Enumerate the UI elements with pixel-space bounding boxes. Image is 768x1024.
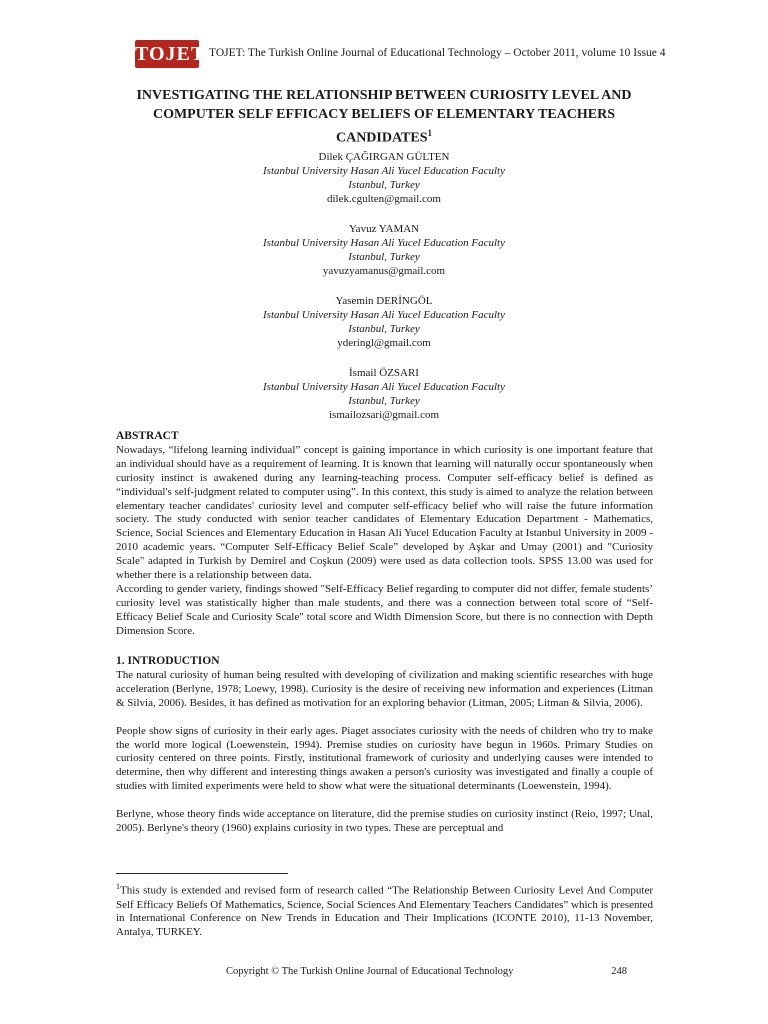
author-block <box>200 150 568 206</box>
author-email[interactable]: yderingl@gmail.com <box>337 337 431 349</box>
introduction-heading: 1. INTRODUCTION <box>116 655 220 667</box>
footnote-mark: 1 <box>116 882 120 891</box>
paper-title <box>110 86 658 148</box>
introduction-paragraph-2: People show signs of curiosity in their early ages. Piaget associates curiosity with the needs of children who try to make the world more logical (Loewenstein, 1994). Premise studies on curiosity have begun in 1960s. Primary Studies on curiosity centered on three points. Firstly, institutional framework of curiosity and underlying causes were intended to determine, then why different and interesting things awaken a person's curiosity was investigated and finally a couple of studies with limited experiments were held to show what were the situational determinants (Loewenstein, 1994). <box>116 724 653 793</box>
author-block <box>200 222 568 278</box>
copyright-text: Copyright © The Turkish Online Journal of Educational Technology <box>226 966 514 977</box>
author-name: Dilek ÇAĞIRGAN GÜLTEN <box>318 151 450 163</box>
title-line-2: COMPUTER SELF EFFICACY BELIEFS OF ELEMENTARY TEACHERS <box>152 107 616 122</box>
author-affiliation: Istanbul University Hasan Ali Yucel Education Faculty <box>263 237 505 249</box>
title-footnote-mark: 1 <box>427 128 433 138</box>
journal-line: TOJET: The Turkish Online Journal of Educational Technology – October 2011, volume 10 Issue 4 <box>209 47 666 59</box>
author-location: Istanbul, Turkey <box>348 179 420 191</box>
journal-logo: TOJET <box>135 40 199 68</box>
abstract-heading: ABSTRACT <box>116 430 179 442</box>
author-affiliation: Istanbul University Hasan Ali Yucel Education Faculty <box>263 165 505 177</box>
author-block <box>200 294 568 350</box>
author-list <box>200 150 568 438</box>
title-line-3-text: CANDIDATES <box>335 130 428 146</box>
footnote-divider <box>116 873 288 874</box>
introduction-paragraph-1: The natural curiosity of human being resulted with developing of civilization and making scientific researches with huge acceleration (Berlyne, 1978; Loewy, 1998). Curiosity is the desire of receiving new information and experiences (Litman & Silvia, 2006). Besides, it has defined as motivation for an exploring behavior (Litman, 2005; Litman & Silvia, 2006). <box>116 668 653 709</box>
author-affiliation: Istanbul University Hasan Ali Yucel Education Faculty <box>263 309 505 321</box>
author-affiliation: Istanbul University Hasan Ali Yucel Education Faculty <box>263 381 505 393</box>
footnote-text: This study is extended and revised form of research called “The Relationship Between Curiosity Level And Computer Self Efficacy Beliefs Of Mathematics, Science, Social Sciences And Elementary Teachers Candidates” which is presented in International Conference on New Trends in Education and Their Implications (ICONTE 2010), 11-13 November, Antalya, TURKEY. <box>116 884 653 939</box>
author-block <box>200 366 568 422</box>
author-name: Yavuz YAMAN <box>348 223 420 235</box>
abstract-section <box>116 430 653 639</box>
footnote <box>116 880 653 940</box>
introduction-paragraph-3: Berlyne, whose theory finds wide acceptance on literature, did the premise studies on curiosity instinct (Reio, 1997; Unal, 2005). Berlyne's theory (1960) explains curiosity in two types. These are perceptual and <box>116 808 653 835</box>
page-header <box>135 40 666 70</box>
page-number: 248 <box>611 966 627 977</box>
author-name: Yasemin DERİNGÖL <box>335 295 433 307</box>
author-name: İsmail ÖZSARI <box>349 367 419 379</box>
introduction-section <box>116 655 653 836</box>
author-location: Istanbul, Turkey <box>348 323 420 335</box>
abstract-paragraph-1: Nowadays, “lifelong learning individual” concept is gaining importance in which curiosity is one important feature that an individual should have as a requirement of learning. It is known that learning will naturally occur spontaneously when curiosity instinct is awakened during any learning-teaching process. Computer self-efficacy belief is defined as “individual's self-judgment related to computer using”. In this context, this study is aimed to analyze the relation between elementary teacher candidates' curiosity level and computer self-efficacy belief who will raise the future information society. The study conducted with senior teacher candidates of Elementary Education Department - Mathematics, Science, Social Sciences and Elementary Education in Hasan Ali Yucel Education Faculty at Istanbul University in 2009 - 2010 academic years. “Computer Self-Efficacy Belief Scale” developed by Aşkar and Umay (2001) and "Curiosity Scale" adapted in Turkish by Demirel and Coşkun (2009) were used as data collection tools. SPSS 13.00 was used for whether there is a relationship between data. <box>116 443 653 582</box>
author-email[interactable]: dilek.cgulten@gmail.com <box>327 193 441 205</box>
author-email[interactable]: ismailozsari@gmail.com <box>328 409 440 421</box>
author-location: Istanbul, Turkey <box>348 251 420 263</box>
author-email[interactable]: yavuzyamanus@gmail.com <box>322 265 446 277</box>
abstract-paragraph-2: According to gender variety, findings showed "Self-Efficacy Belief regarding to computer did not differ, female students’ curiosity level was statistically higher than male students, and there was a connection between total score of “Self-Efficacy Belief Scale and Curiosity Scale" total score and Width Dimension Score, but there is no connection with Depth Dimension Score. <box>116 582 653 637</box>
author-location: Istanbul, Turkey <box>348 395 420 407</box>
title-line-1: INVESTIGATING THE RELATIONSHIP BETWEEN CURIOSITY LEVEL AND <box>136 88 632 103</box>
title-line-3 <box>110 124 658 148</box>
